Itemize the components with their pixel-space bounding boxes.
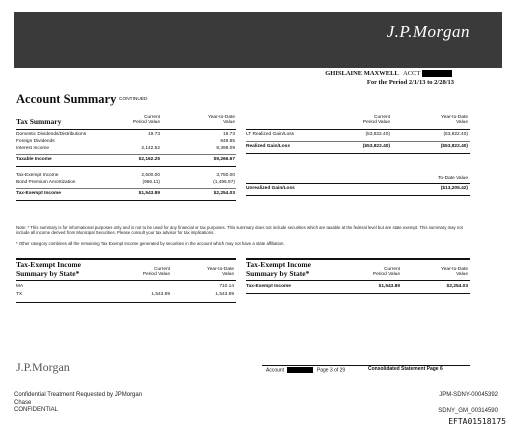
row-ytd: (53,822.40) [443,132,468,137]
row-label: Interest Income [16,146,50,151]
col-header: Year-to-Date [440,267,468,272]
divider [16,154,236,155]
col-header: Period Value [132,120,160,126]
continued-label: CONTINUED [119,97,148,102]
divider [16,200,236,201]
row-ytd: 1,543.89 [215,292,234,297]
row-ytd: ($53,822.40) [440,144,468,149]
col-header: Current [154,267,170,272]
account-label: Account [266,367,285,374]
table-row [16,139,236,146]
col-header: Value [456,272,468,278]
tax-col-ytd [185,115,235,126]
row-label: TX [16,292,23,297]
row-ytd: $2,254.03 [446,284,468,289]
state-left-heading [16,261,81,278]
table-row [16,146,236,153]
row-ytd: 848.85 [220,139,235,144]
row-current: 2,142.52 [141,146,160,151]
redaction-bar [422,70,452,77]
divider [16,166,236,167]
col-header: Current [374,115,390,120]
table-row [246,132,470,139]
row-current: ($53,822.40) [362,144,390,149]
bates-number-1: JPM-SDNY-00045392 [439,392,498,398]
row-ytd: 19.73 [222,132,235,137]
divider [246,183,470,184]
col-header: Current [144,115,160,120]
col-header: Year-to-Date [206,267,234,272]
state-right-heading [246,261,311,278]
account-name: GHISLAINE MAXWELL [325,70,399,77]
state-right-total-row [246,284,470,291]
row-current: 19.73 [147,132,160,137]
row-label: Tax-Exempt Income [16,173,59,178]
note-other-category: * Other category combines all the remaining Tax Exempt Income generated by securities in the account which may not have a state affiliation. [16,241,285,246]
footer-line: CONFIDENTIAL [14,407,59,413]
heading-line: Tax-Exempt Income [246,260,311,269]
col-header: Value [222,272,234,278]
row-label: Domestic Dividends/Distributions [16,132,87,137]
row-current: $2,162.25 [138,157,160,162]
heading-line: Summary by State* [16,268,80,278]
bates-number-2: SDNY_GM_00314590 [438,408,498,414]
state-right-col-current [350,267,400,278]
table-row [16,284,236,291]
divider [246,141,470,142]
tax-rows [16,132,236,153]
row-current: 2,500.00 [141,173,160,178]
taxable-income-row [16,157,236,164]
account-holder [325,70,452,77]
row-ytd: $2,254.03 [213,191,235,196]
page-title: Account Summary [16,92,117,106]
row-label: Bond Premium Amortization [16,180,76,185]
unrealized-row [246,186,470,193]
acct-label: ACCT [403,70,421,77]
row-ytd: $9,266.67 [213,157,235,162]
row-current: (956.11) [142,180,160,185]
divider [16,280,236,281]
tax-rows-2 [16,173,236,187]
row-value: ($13,205.42) [440,186,468,191]
consolidated-page: Consolidated Statement Page 6 [368,366,443,372]
page-strip [266,367,345,374]
table-row [16,173,236,180]
col-header: Year-to-Date [207,115,235,120]
row-label: Unrealized Gain/Loss [246,186,295,191]
footer-jpmorgan-logo: J.P.Morgan [16,360,70,374]
row-label: Taxable Income [16,157,52,162]
efta-stamp: EFTA01518175 [448,417,506,426]
state-left-col-ytd [184,267,234,278]
footer-line: Chase [14,399,32,406]
tax-summary-heading: Tax Summary [16,117,62,126]
note-disclaimer: Note: * This summary is for informational purposes only and is not to be used for any financial or tax purposes. This summary does not include securities which are taxable at the federal level but are state exempt. This summary may not include all income derived from Municipal Securities. Please consult your tax advisor for tax implications. [16,225,463,236]
divider [246,195,470,196]
row-current: 1,543.89 [151,292,170,297]
col-header: Year-to-Date [440,115,468,120]
row-label: Foreign Dividends [16,139,55,144]
confidential-treatment [14,392,142,415]
row-label: MA [16,284,24,289]
col-header: Period Value [142,272,170,278]
table-row [16,180,236,187]
row-ytd: 8,398.09 [216,146,235,151]
statement-period: For the Period 2/1/13 to 2/28/13 [366,79,454,86]
col-header: Current [384,267,400,272]
divider [246,129,470,130]
realized-row [246,144,470,151]
jpmorgan-logo: J.P.Morgan [386,22,470,41]
gl-col-ytd [418,115,468,126]
to-date-header: To-Date Value [437,176,468,181]
table-row [16,292,236,299]
row-ytd: (1,495.97) [213,180,235,185]
divider [16,129,236,130]
row-label: Tax-Exempt Income [16,191,61,196]
col-header: Period Value [362,120,390,126]
row-current: $1,543.89 [378,284,400,289]
redaction-bar [287,367,313,373]
divider [246,153,470,154]
row-ytd: 3,750.00 [216,173,235,178]
col-header: Value [223,120,235,126]
row-label: Realized Gain/Loss [246,144,290,149]
heading-line: Tax-Exempt Income [16,260,81,269]
state-left-col-current [120,267,170,278]
state-right-col-ytd [418,267,468,278]
page-number: Page 3 of 29 [316,367,346,374]
row-current: $1,543.89 [138,191,160,196]
tax-col-current [110,115,160,126]
footer-line: Confidential Treatment Requested by JPMorgan [14,392,143,398]
divider [246,280,470,281]
tax-exempt-total-row [16,191,236,198]
divider [16,302,236,303]
row-current: (53,822.40) [365,132,390,137]
row-ytd: 710.14 [219,284,234,289]
col-header: Period Value [372,272,400,278]
heading-line: Summary by State* [246,268,310,278]
col-header: Value [456,120,468,126]
divider [246,293,470,294]
row-label: Tax-Exempt Income [246,284,291,289]
divider [16,188,236,189]
row-label: LT Realized Gain/Loss [246,132,295,137]
gl-col-current [340,115,390,126]
table-row [16,132,236,139]
